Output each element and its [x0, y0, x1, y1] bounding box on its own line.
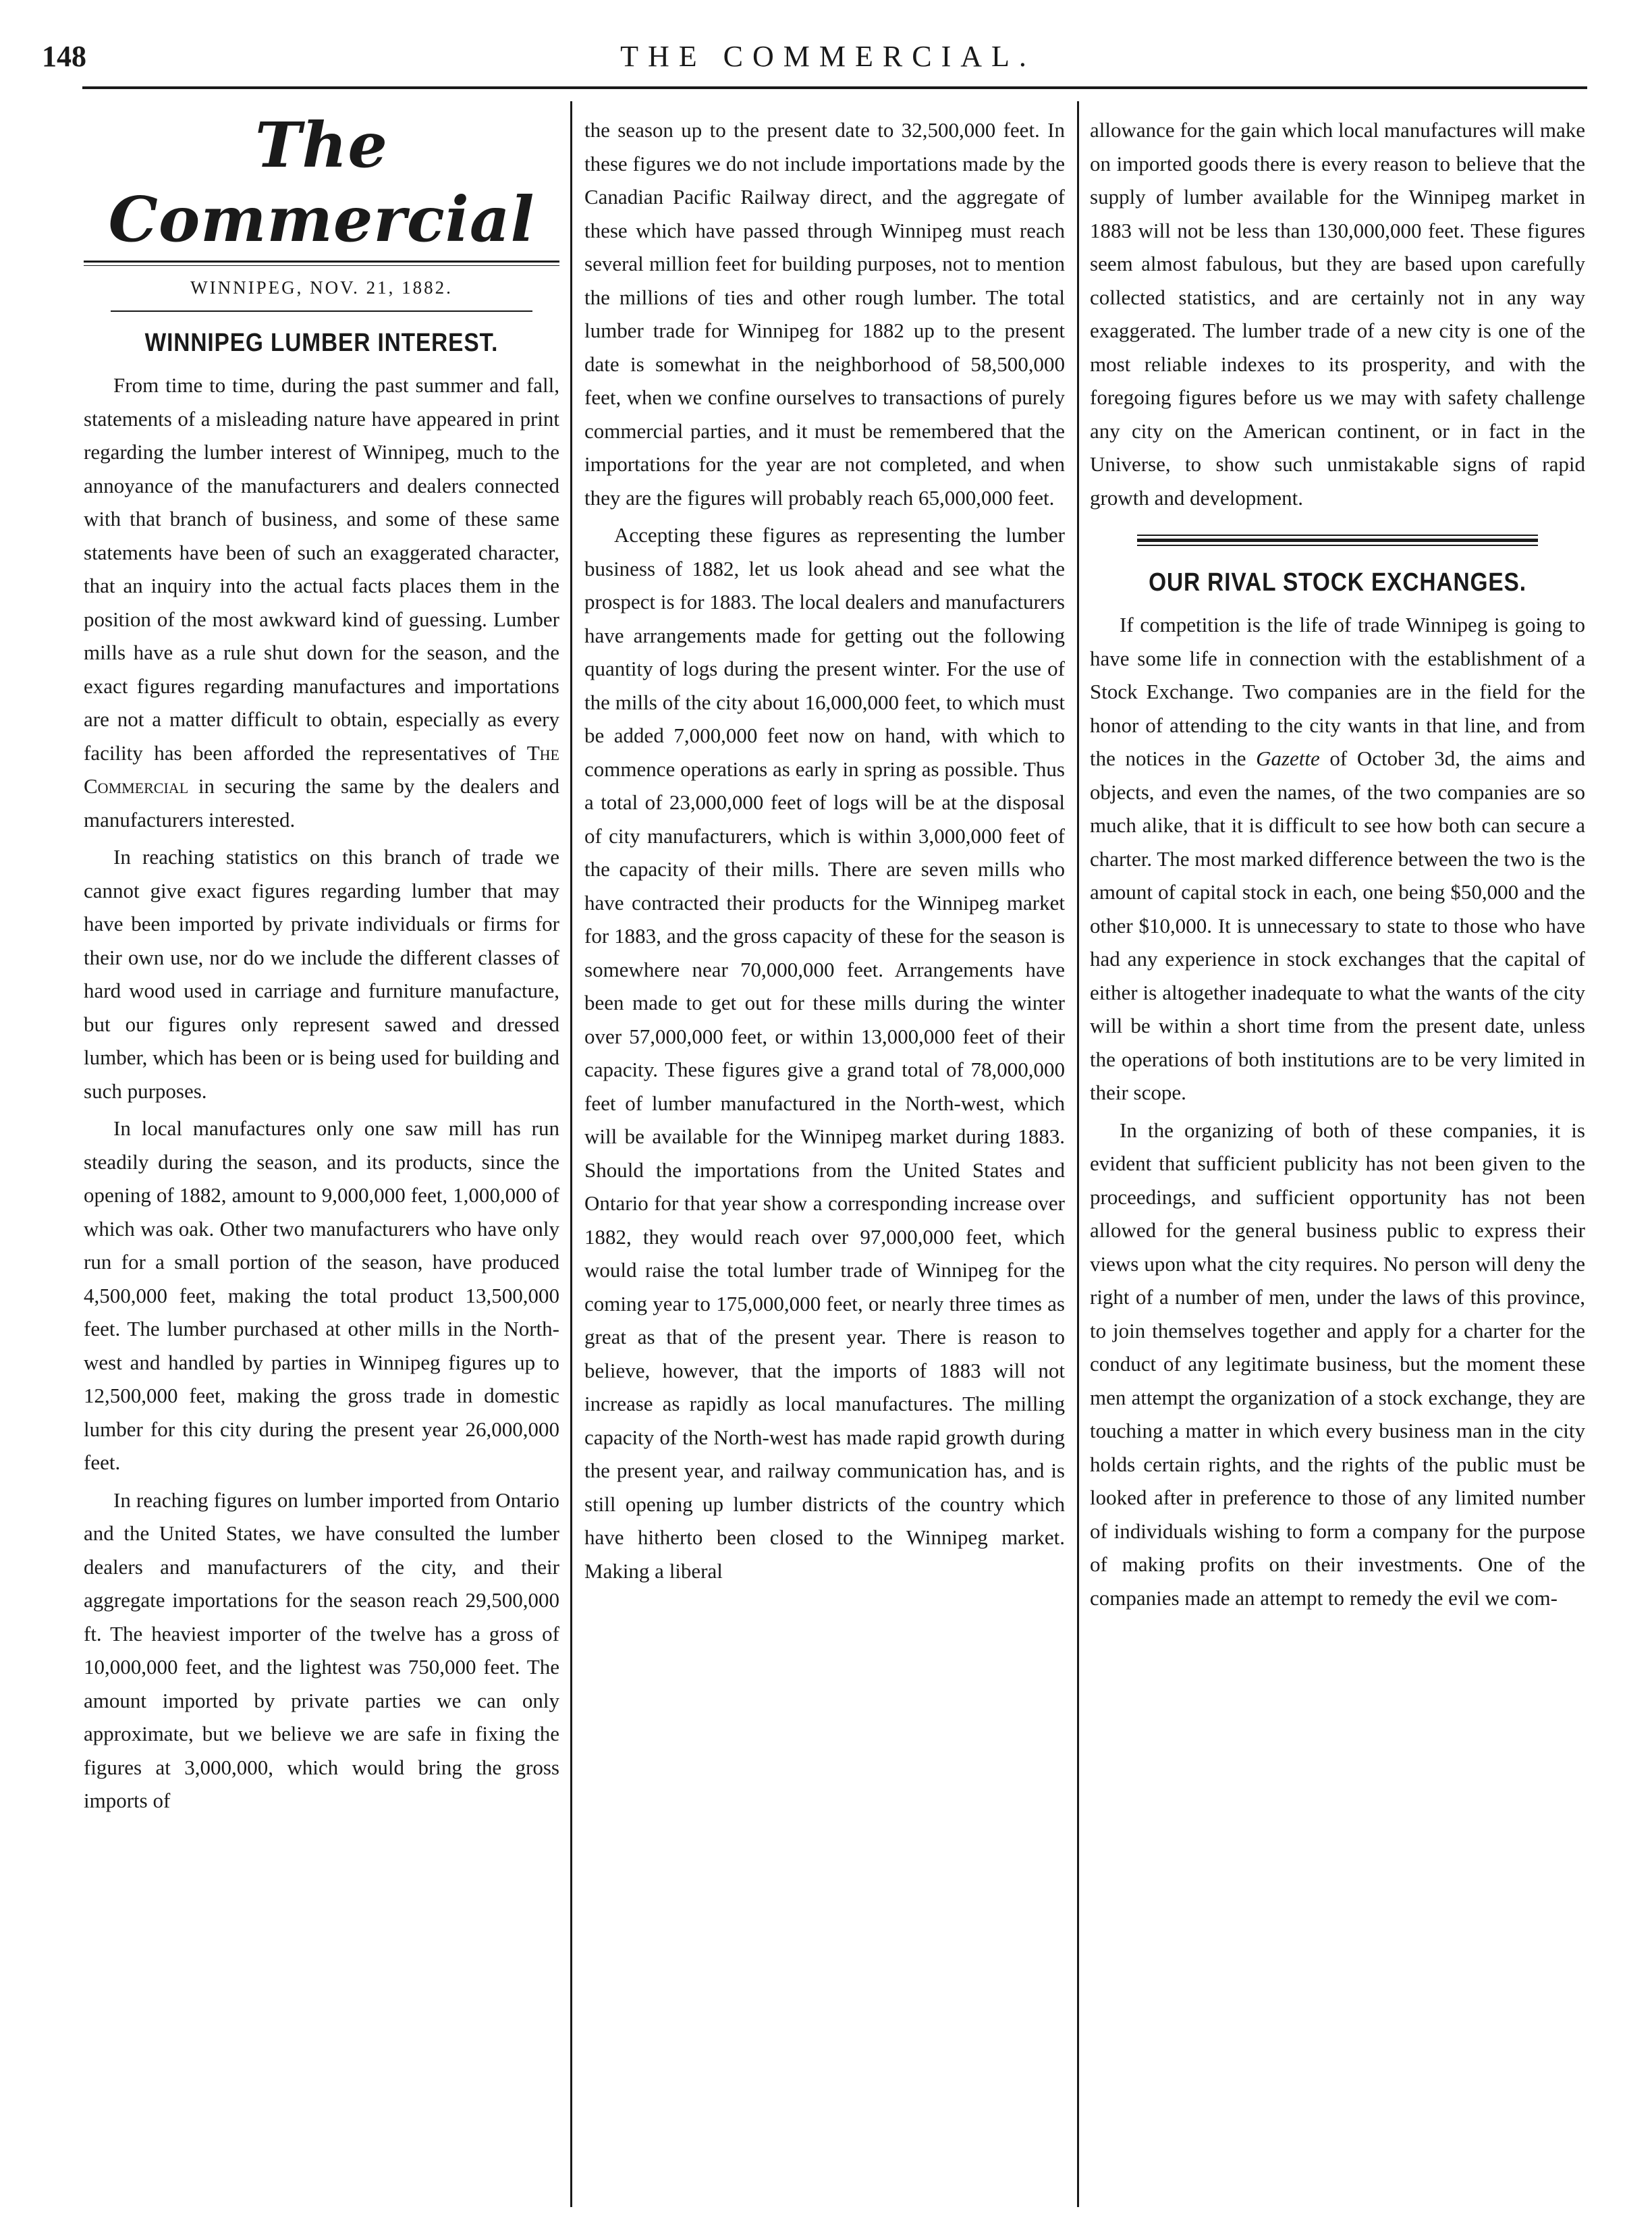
article-paragraph: In reaching figures on lumber imported from Ontario and the United States, we have consulted the lumber dealers and manufacturers of the city, and their aggregate importations for the season reach 29,500,000 ft. The heaviest importer of the twelve has a gross of 10,000,000 feet, and the lightest was 750,000 feet. The amount imported by private parties we can only approximate, but we believe we are safe in fixing the figures at 3,000,000, which would bring the gross imports of	[84, 1488, 559, 1812]
masthead-rule	[84, 261, 559, 263]
running-title: THE COMMERCIAL.	[620, 40, 1036, 73]
article-paragraph: allowance for the gain which local manufactures will make on imported goods there is every reason to believe that the supply of lumber available for the Winnipeg market in 1883 will not be less than 130,000,000 feet. These figures seem almost fabulous, but they are based upon carefully collected statistics, and are certainly not in any way exaggerated. The lumber trade of a new city is one of the most reliable indexes to its prosperity, and with the foregoing figures before us we may with safety challenge any city on the American continent, or in fact in the Universe, to show such unmistakable signs of rapid growth and development.	[1090, 118, 1585, 510]
dateline: WINNIPEG, NOV. 21, 1882.	[190, 277, 453, 298]
section-separator	[1137, 535, 1538, 546]
column-2	[584, 113, 1065, 1587]
dateline-rule	[111, 310, 532, 312]
article-paragraph: Accepting these figures as representing the lumber business of 1882, let us look ahead and see what the prospect is for 1883. The local dealers and manufacturers have arrangements made for getting out the following quantity of logs during the present winter. For the use of the mills of the city about 16,000,000 feet, to which must be added 7,000,000 feet now on hand, with which to commence operations as early in spring as possible. Thus a total of 23,000,000 feet of logs will be at the disposal of city manufacturers, which is within 3,000,000 feet of the capacity of their mills. There are seven mills who have contracted their products for the Winnipeg market for 1883, and the gross capacity of these for the season is somewhere near 70,000,000 feet. Arrangements have been made to get out for these mills during the winter over 57,000,000 feet, or within 13,000,000 feet of their capacity. These figures give a grand total of 78,000,000 feet of lumber manufactured in the North-west, which will be available for the Winnipeg market during 1883. Should the importations from the United States and Ontario for that year show a corresponding increase over 1882, they would reach over 97,000,000 feet, which would raise the total lumber trade of Winnipeg for the coming year to 175,000,000 feet, or nearly three times as great as that of the present year. There is reason to believe, however, that the imports of 1883 will not increase as rapidly as local manufactures. The milling capacity of the North-west has made rapid growth during the present year, and railway communication has, and is still opening up lumber districts of the country which have hitherto been closed to the Winnipeg market. Making a liberal	[584, 523, 1065, 1583]
journal-name: The Commercial	[84, 740, 559, 798]
page-number: 148	[42, 40, 86, 73]
article-paragraph: the season up to the present date to 32,500,000 feet. In these figures we do not include importations made by the Canadian Pacific Railway direct, and the aggregate of these which have passed through Winnipeg must reach several million feet for building purposes, not to mention the millions of ties and other rough lumber. The total lumber trade for Winnipeg for 1882 up to the present date is somewhat in the neighborhood of 58,500,000 feet, when we confine ourselves to transactions of purely commercial parties, and it must be remembered that the importations for the year are not completed, and when they are the figures will probably reach 65,000,000 feet.	[584, 118, 1065, 510]
gazette-name: Gazette	[1256, 746, 1320, 770]
masthead-rule	[84, 265, 559, 266]
column-1	[84, 108, 559, 1818]
article-paragraph: In the organizing of both of these companies, it is evident that sufficient publicity has not been given to the proceedings, and sufficient opportunity has not been allowed for the general business public to express their views upon what the city requires. No person will deny the right of a number of men, under the laws of this province, to join themselves together and apply for a charter for the conduct of any legitimate business, but the moment these men attempt the organization of a stock exchange, they are touching a matter in which every business man in the city holds certain rights, and the rights of the public must be looked after in preference to those of any limited number of individuals wishing to form a company for the purpose of making profits on their investments. One of the companies made an attempt to remedy the evil we com-	[1090, 1118, 1585, 1610]
article-paragraph: If competition is the life of trade Winnipeg is going to have some life in connection with the establishment of a Stock Exchange. Two companies are in the field for the honor of attending to the city wants in that line, and from the notices in the Gazette of October 3d, the aims and objects, and even the names, of the two companies are so much alike, that it is difficult to see how both can secure a charter. The most marked difference between the two is the amount of capital stock in each, one being $50,000 and the other $10,000. It is unnecessary to state to those who have had any experience in stock exchanges that the capital of either is altogether inadequate to what the wants of the city will be within a short time from the present date, unless the operations of both institutions are to be very limited in their scope.	[1090, 613, 1586, 1104]
article-paragraph: In local manufactures only one saw mill has run steadily during the season, and its products, since the opening of 1882, amount to 9,000,000 feet, 1,000,000 of which was oak. Other two manufacturers who have only run for a small portion of the season, have produced 4,500,000 feet, making the total product 13,500,000 feet. The lumber purchased at other mills in the North-west and handled by parties in Winnipeg figures up to 12,500,000 feet, making the gross trade in domestic lumber for this city during the present year 26,000,000 feet.	[84, 1116, 559, 1474]
article-paragraph: From time to time, during the past summer and fall, statements of a misleading nature have appeared in print regarding the lumber interest of Winnipeg, much to the annoyance of the manufacturers and dealers connected with that branch of business, and some of these same statements have been of such an exaggerated character, that an inquiry into the actual facts places them in the position of the most awkward kind of guessing. Lumber mills have as a rule shut down for the season, and the exact figures regarding manufactures and importations are not a matter difficult to obtain, especially as every facility has been afforded the representatives of The Commercial in securing the same by the dealers and manufacturers interested.	[84, 373, 559, 832]
header-rule	[82, 86, 1587, 89]
headline-stock-exchanges: OUR RIVAL STOCK EXCHANGES.	[1149, 568, 1526, 597]
column-3	[1090, 113, 1585, 1614]
column-divider	[570, 101, 572, 2207]
article-paragraph: In reaching statistics on this branch of trade we cannot give exact figures regarding lumber that may have been imported by private individuals or firms for their own use, nor do we include the different classes of hard wood used in carriage and furniture manufacture, but our figures only represent sawed and dressed lumber, which has been or is being used for building and such purposes.	[84, 845, 559, 1103]
column-divider	[1077, 101, 1079, 2207]
headline-lumber: WINNIPEG LUMBER INTEREST.	[144, 329, 499, 357]
masthead-title: The Commercial	[108, 109, 535, 256]
page-header	[35, 39, 1621, 82]
